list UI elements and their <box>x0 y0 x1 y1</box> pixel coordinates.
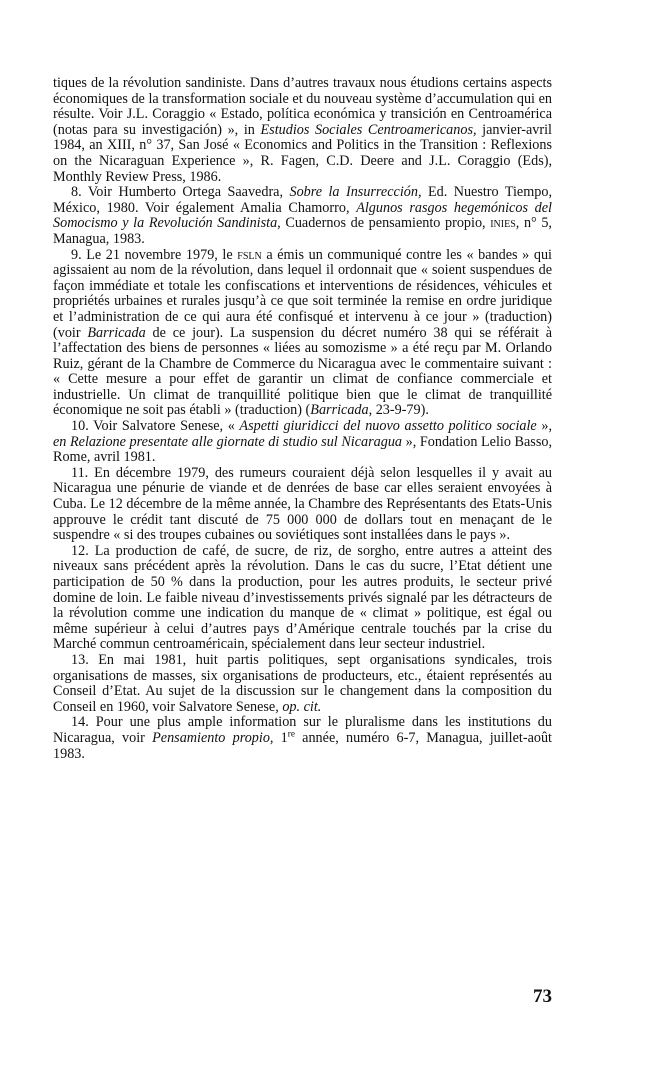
footnote-10: 10. Voir Salvatore Senese, « Aspetti giuridicci del nuovo assetto politico sociale », en Relazione presentate alle giornate di studio sul Nicaragua », Fondation Lelio Basso, Rome, avril 1981. <box>53 418 552 466</box>
footnotes-body <box>53 76 552 762</box>
footnote-13: 13. En mai 1981, huit partis politiques, sept organisations syndicales, trois organisations de masses, six organisations de producteurs, etc., étaient représentés au Conseil d’Etat. Au sujet de la discussion sur le changement dans la composition du Conseil en 1960, voir Salvatore Senese, op. cit. <box>53 651 552 715</box>
footnote-9: 9. Le 21 novembre 1979, le fsln a émis un communiqué contre les « bandes » qui agissaient au nom de la révolution, dans lequel il ordonnait que « soient suspendues de façon immédiate et totale les confiscations et interventions de résidences, véhicules et propriétés urbaines et rurales jusqu’à ce que soit terminée la remise en ordre juridique et l’administration de ce qui aura été confisqué et intervenu à ce jour » (traduction) (voir Barricada de ce jour). La suspension du décret numéro 38 qui se référait à l’affectation des biens de personnes « liées au somozisme » a été reçu par M. Orlando Ruiz, gérant de la Chambre de Commerce du Nicaragua avec le commentaire suivant : « Cette mesure a pour effet de garantir un climat de confiance commerciale et industrielle. Un climat de tranquillité politique bien que le climat de tranquillité économique ne soit pas établi » (traduction) (Barricada, 23-9-79). <box>53 246 552 419</box>
footnote-continuation: tiques de la révolution sandiniste. Dans d’autres travaux nous étudions certains aspects économiques de la transformation sociale et du nouveau système d’accumulation qui en résulte. Voir J.L. Coraggio « Estado, política económica y transición en Centroamérica (notas para su investigación) », in Estudios Sociales Centroamericanos, janvier-avril 1984, an XIII, n° 37, San José « Economics and Politics in the Transition : Reflexions on the Nicaraguan Experience », R. Fagen, C.D. Deere and J.L. Coraggio (Eds), Monthly Review Press, 1986. <box>53 75 552 185</box>
footnote-8: 8. Voir Humberto Ortega Saavedra, Sobre la Insurrección, Ed. Nuestro Tiempo, México, 1980. Voir également Amalia Chamorro, Algunos rasgos hegemónicos del Somocismo y la Revolución Sandinista, Cuadernos de pensamiento propio, inies, n° 5, Managua, 1983. <box>53 184 552 247</box>
footnote-11: 11. En décembre 1979, des rumeurs couraient déjà selon lesquelles il y avait au Nicaragua une pénurie de viande et de denrées de base car elles seraient envoyées à Cuba. Le 12 décembre de la même année, la Chambre des Représentants des Etats-Unis approuve le crédit tant discuté de 75 000 000 de dollars tout en menaçant de le suspendre « si des troupes cubaines ou soviétiques sont installées dans le pays ». <box>53 464 552 544</box>
footnote-14: 14. Pour une plus ample information sur le pluralisme dans les institutions du Nicaragua, voir Pensamiento propio, 1re année, numéro 6-7, Managua, juillet-août 1983. <box>53 714 552 762</box>
footnote-12: 12. La production de café, de sucre, de riz, de sorgho, entre autres a atteint des niveaux sans précédent après la révolution. Dans le cas du sucre, l’Etat détient une participation de 50 % dans la production, pour les autres produits, le secteur privé domine de loin. Le faible niveau d’investissements privés signalé par les détracteurs de la révolution comme une indication du manque de « climat » politique, est égal ou même supérieur à celui d’autres pays d’Amérique centrale touchés par la crise du Marché commun centroaméricain, spécialement dans leur secteur industriel. <box>53 542 552 653</box>
page-number: 73 <box>533 986 552 1007</box>
